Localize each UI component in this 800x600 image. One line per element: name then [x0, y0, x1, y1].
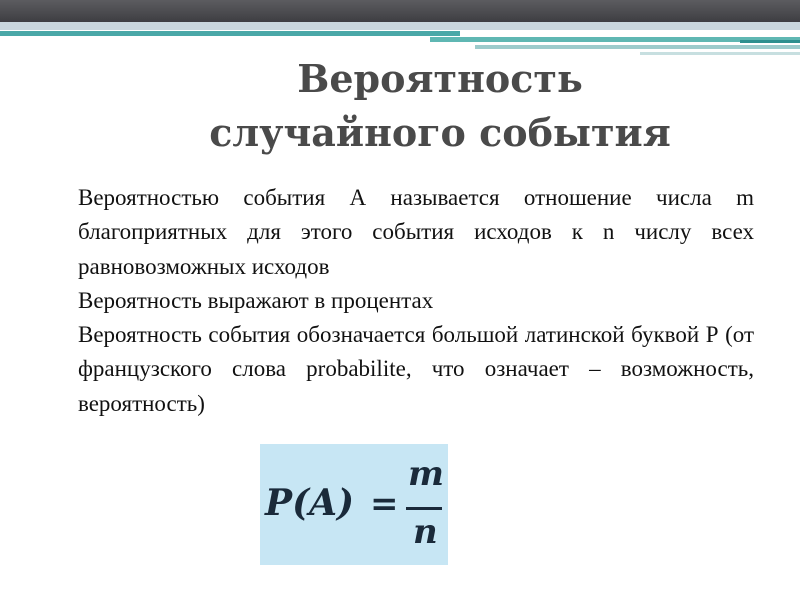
percent-paragraph: Вероятность выражают в процентах — [78, 287, 434, 313]
formula-lhs: P(A) — [265, 482, 355, 524]
formula-numerator: m — [408, 454, 444, 494]
formula-image — [260, 444, 448, 565]
definition-paragraph: Вероятностью события А называется отношение числа m благоприятных для этого события исходов к n числу всех равновозможных исходов — [78, 185, 754, 279]
slide-title — [150, 52, 730, 160]
probability-formula — [260, 444, 448, 565]
decorative-line — [0, 31, 460, 36]
notation-paragraph: Вероятность события обозначается большой латинской буквой Р (от французского слова probabilite, что означает – возможность, вероятность) — [78, 322, 754, 416]
slide-body — [78, 181, 754, 421]
formula-equals: = — [370, 484, 399, 524]
top-decorative-band — [0, 0, 800, 22]
top-band-highlight — [0, 22, 800, 30]
decorative-line — [475, 45, 800, 49]
formula-denominator: n — [413, 512, 438, 552]
fraction-bar — [406, 507, 442, 510]
decorative-line — [740, 40, 800, 43]
title-line-2: случайного события — [209, 110, 671, 155]
title-line-1: Вероятность — [297, 56, 583, 101]
